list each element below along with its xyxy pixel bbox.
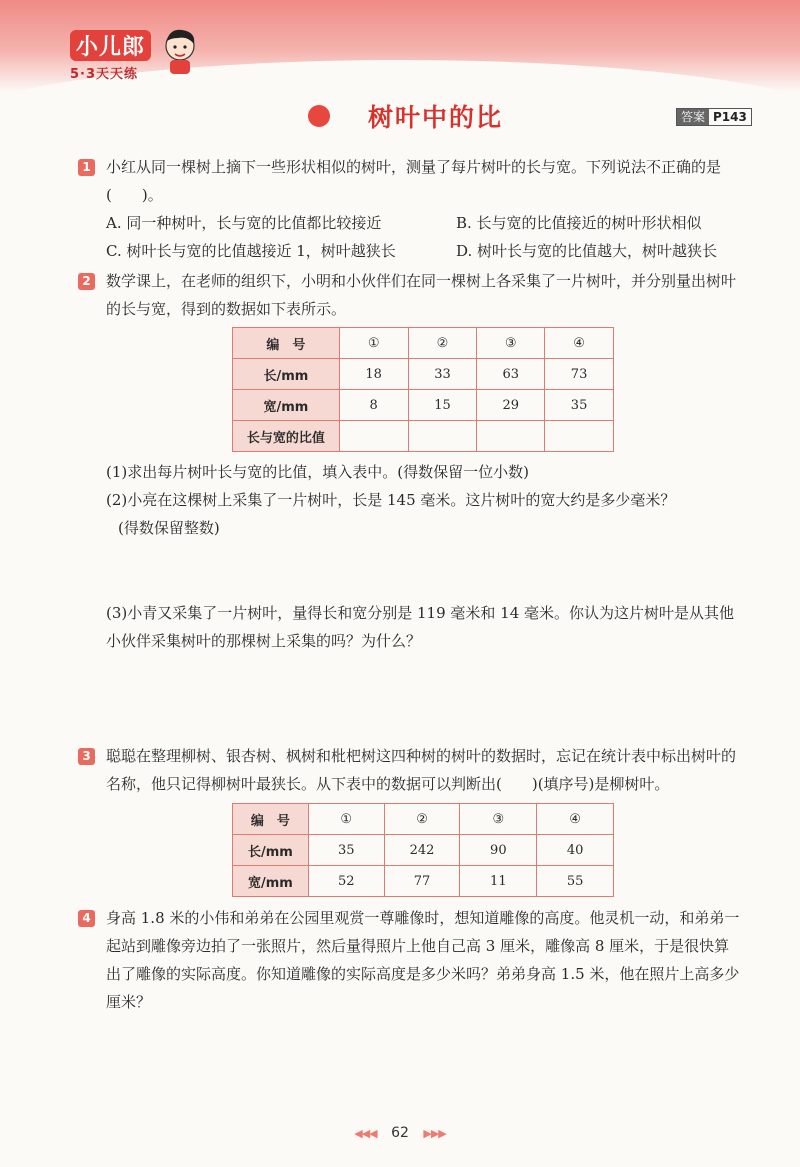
table-cell: 宽/mm (233, 390, 340, 421)
answer-cell[interactable] (477, 421, 545, 452)
table-row (233, 866, 614, 897)
next-arrows-icon: ▶▶▶ (423, 1127, 446, 1140)
option-d: D. 树叶长与宽的比值越大，树叶越狭长 (456, 242, 718, 260)
question-text: 数学课上，在老师的组织下，小明和小伙伴们在同一棵树上各采集了一片树叶，并分别量出树叶的长与宽，得到的数据如下表所示。 (106, 272, 737, 318)
title-block (308, 96, 503, 136)
table-cell: 8 (339, 390, 408, 421)
subquestion-1: (1)求出每片树叶长与宽的比值，填入表中。(得数保留一位小数) (106, 463, 529, 481)
answer-reference (676, 108, 752, 126)
brand-series: 5·3天天练 (70, 67, 139, 82)
table-cell: ③ (460, 804, 537, 835)
table-cell: ① (308, 804, 384, 835)
subquestion-2: (2)小亮在这棵树上采集了一片树叶，长是 145 毫米。这片树叶的宽大约是多少毫米？ (106, 491, 676, 509)
table-row (233, 359, 614, 390)
answer-cell[interactable] (408, 421, 477, 452)
answer-label: 答案 (677, 109, 709, 125)
options (82, 209, 766, 265)
table-cell: 长与宽的比值 (233, 421, 340, 452)
table-header-row (233, 328, 614, 359)
subquestion-3: (3)小青又采集了一片树叶，量得长和宽分别是 119 毫米和 14 毫米。你认为这片树叶是从其他小伙伴采集树叶的那棵树上采集的吗？为什么？ (106, 604, 735, 650)
question-number: 4 (78, 910, 95, 927)
table-row (233, 390, 614, 421)
table-cell: 18 (339, 359, 408, 390)
question-1 (82, 153, 766, 265)
table-cell: ② (408, 328, 477, 359)
table-cell: 90 (460, 835, 537, 866)
table-row (233, 835, 614, 866)
table-cell: 编 号 (233, 804, 309, 835)
answer-cell[interactable] (545, 421, 614, 452)
table-cell: 73 (545, 359, 614, 390)
brand-logo (70, 30, 151, 82)
question-number: 2 (78, 273, 95, 290)
table-cell: 15 (408, 390, 477, 421)
table-cell: ② (384, 804, 460, 835)
table-cell: 29 (477, 390, 545, 421)
table-row (233, 421, 614, 452)
question-text: 小红从同一棵树上摘下一些形状相似的树叶，测量了每片树叶的长与宽。下列说法不正确的是( )。 (106, 158, 722, 204)
table-cell: ④ (545, 328, 614, 359)
leaf-table-1 (232, 327, 614, 452)
table-header-row (233, 804, 614, 835)
mascot-icon (160, 26, 200, 76)
table-cell: ③ (477, 328, 545, 359)
question-2-subparts (82, 458, 742, 542)
option-a: A. 同一种树叶，长与宽的比值都比较接近 (106, 214, 382, 232)
table-cell: 宽/mm (233, 866, 309, 897)
table-cell: 35 (545, 390, 614, 421)
brand-name: 小儿郎 (70, 30, 151, 61)
table-cell: 长/mm (233, 359, 340, 390)
table-cell: 11 (460, 866, 537, 897)
table-cell: 长/mm (233, 835, 309, 866)
question-number: 1 (78, 159, 95, 176)
subquestion-2-note: (得数保留整数) (118, 519, 220, 537)
table-cell: 33 (408, 359, 477, 390)
table-cell: 40 (537, 835, 614, 866)
leaf-table-2 (232, 803, 614, 897)
option-c: C. 树叶长与宽的比值越接近 1，树叶越狭长 (106, 242, 396, 260)
prev-arrows-icon: ◀◀◀ (354, 1127, 377, 1140)
table-cell: 77 (384, 866, 460, 897)
table-cell: 35 (308, 835, 384, 866)
question-text: 身高 1.8 米的小伟和弟弟在公园里观赏一尊雕像时，想知道雕像的高度。他灵机一动，和弟弟一起站到雕像旁边拍了一张照片，然后量得照片上他自己高 3 厘米，雕像高 8 厘米，于是很快算出了雕像的实际高度。你知道雕像的实际高度是多少米吗？弟弟身高 1.5 米，他在照片上高多少厘米？ (106, 909, 740, 1011)
option-b: B. 长与宽的比值接近的树叶形状相似 (456, 214, 702, 232)
table-cell: ④ (537, 804, 614, 835)
table-cell: 55 (537, 866, 614, 897)
question-4 (82, 904, 742, 1016)
table-cell: 63 (477, 359, 545, 390)
table-cell: ① (339, 328, 408, 359)
table-cell: 编 号 (233, 328, 340, 359)
page-footer (0, 1125, 800, 1141)
page-title: 树叶中的比 (368, 103, 504, 132)
question-2 (82, 267, 742, 323)
answer-cell[interactable] (339, 421, 408, 452)
page-number: 62 (391, 1125, 409, 1141)
answer-page: P143 (713, 110, 747, 124)
table-cell: 242 (384, 835, 460, 866)
question-number: 3 (78, 748, 95, 765)
question-3 (82, 742, 742, 798)
title-bullet-icon (308, 105, 330, 127)
table-cell: 52 (308, 866, 384, 897)
question-2-subpart-3 (82, 599, 742, 655)
question-text: 聪聪在整理柳树、银杏树、枫树和枇杷树这四种树的树叶的数据时，忘记在统计表中标出树叶的名称，他只记得柳树叶最狭长。从下表中的数据可以判断出( )(填序号)是柳树叶。 (106, 747, 737, 793)
